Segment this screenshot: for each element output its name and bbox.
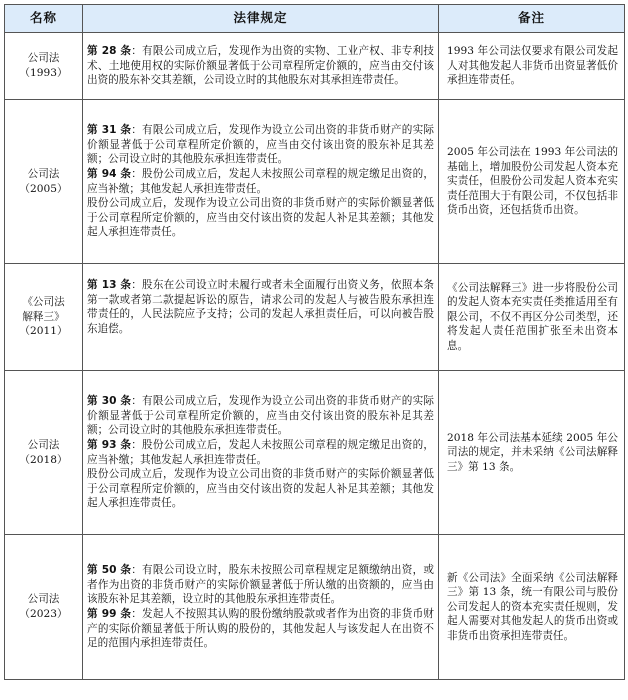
header-note: 备注 [439,5,625,33]
law-cell [83,535,439,680]
article-text: ：有限公司成立后，发现作为设立公司出资的非货币财产的实际价额显著低于公司章程所定价额的，应当由交付该出资的股东补足其差额；公司设立时的其他股东承担连带责任。 [87,124,434,166]
law-cell [83,264,439,371]
article-text: 股份公司成立后，发现作为设立公司出资的非货币财产的实际价额显著低于公司章程所定价额的，应当由交付该出资的发起人补足其差额；其他发起人承担连带责任。 [87,197,434,239]
name-year: （2005） [19,182,68,195]
article-text: ：股东在公司设立时未履行或者未全面履行出资义务，依照本条第一款或者第二款提起诉讼的原告，请求公司的发起人与被告股东承担连带责任的，人民法院应予支持；公司的发起人承担责任后，可以向被告股东追偿。 [87,279,434,335]
article-number: 第 93 条 [87,438,132,451]
table-row-2023 [5,535,625,680]
article-text: ：有限公司成立后，发现作为出资的实物、工业产权、非专利技术、土地使用权的实际价额显著低于公司章程所定价额的，应当由交付该出资的股东补交其差额，公司设立时的其他股东对其承担连带责任。 [87,45,434,87]
legal-comparison-table [4,4,625,680]
name-line: 公司法 [27,593,60,606]
law-cell [83,100,439,264]
law-cell [83,33,439,100]
header-row [5,5,625,33]
article-number: 第 30 条 [87,395,132,408]
article-number: 第 94 条 [87,167,132,180]
law-cell [83,371,439,535]
article-text: ：发起人不按照其认购的股份缴纳股款或者作为出资的非货币财产的实际价额显著低于所认购的股份的，其他发起人与该发起人在出资不足的范围内承担连带责任。 [87,608,434,650]
name-year: （1993） [19,67,68,79]
name-line: 《公司法 [22,296,65,309]
note-cell: 2005 年公司法在 1993 年公司法的基础上，增加股份公司发起人资本充实责任，但股份公司发起人资本充实责任范围大于有限公司，不仅包括非货币出资，还包括货币出资。 [439,100,625,264]
row-name [5,535,83,680]
table-row-2011 [5,264,625,371]
article-number: 第 99 条 [87,608,132,620]
name-year: （2018） [19,453,68,466]
article-text: ：有限公司成立后，发现作为设立公司出资的非货币财产的实际价额显著低于公司章程所定价额的，应当由交付该出资的股东补足其差额；公司设立时的其他股东承担连带责任。 [87,395,434,437]
name-line: 解释三》 [22,310,65,323]
row-name [5,33,83,100]
table-row-1993 [5,33,625,100]
header-law: 法律规定 [83,5,439,33]
name-line: 公司法 [27,438,60,451]
article-text: 股份公司成立后，发现作为设立公司出资的非货币财产的实际价额显著低于公司章程所定价额的，应当由交付该出资的发起人补足其差额；其他发起人承担连带责任。 [87,468,434,510]
name-line: 公司法 [27,167,60,180]
article-text: ：股份公司成立后，发起人未按照公司章程的规定缴足出资的，应当补缴；其他发起人承担连带责任。 [87,167,434,195]
name-line: 公司法 [27,52,60,65]
table-row-2018 [5,371,625,535]
article-number: 第 28 条 [87,45,132,58]
article-number: 第 31 条 [87,124,132,137]
row-name [5,264,83,371]
note-cell: 2018 年公司法基本延续 2005 年公司法的规定，并未采纳《公司法解释三》第 13 条。 [439,371,625,535]
name-year: （2023） [19,608,68,620]
article-text: ：有限公司设立时，股东未按照公司章程规定足额缴纳出资，或者作为出资的非货币财产的实际价额显著低于所认缴的出资额的，应当由该股东补足其差额，设立时的其他股东承担连带责任。 [87,564,434,606]
row-name [5,100,83,264]
article-number: 第 13 条 [87,279,132,291]
table-row-2005 [5,100,625,264]
article-text: ：股份公司成立后，发起人未按照公司章程的规定缴足出资的，应当补缴；其他发起人承担连带责任。 [87,438,434,466]
name-year: （2011） [19,325,68,338]
header-name: 名称 [5,5,83,33]
row-name [5,371,83,535]
article-number: 第 50 条 [87,564,132,577]
note-cell: 《公司法解释三》进一步将股份公司的发起人资本充实责任类推适用至有限公司，不仅不再区分公司类型，还将发起人责任范围扩张至未出资本息。 [439,264,625,371]
note-cell: 新《公司法》全面采纳《公司法解释三》第 13 条，统一有限公司与股份公司发起人的资本充实责任规则，发起人需要对其他发起人的货币出资或非货币出资承担连带责任。 [439,535,625,680]
note-cell: 1993 年公司法仅要求有限公司发起人对其他发起人非货币出资显著低价承担连带责任。 [439,33,625,100]
